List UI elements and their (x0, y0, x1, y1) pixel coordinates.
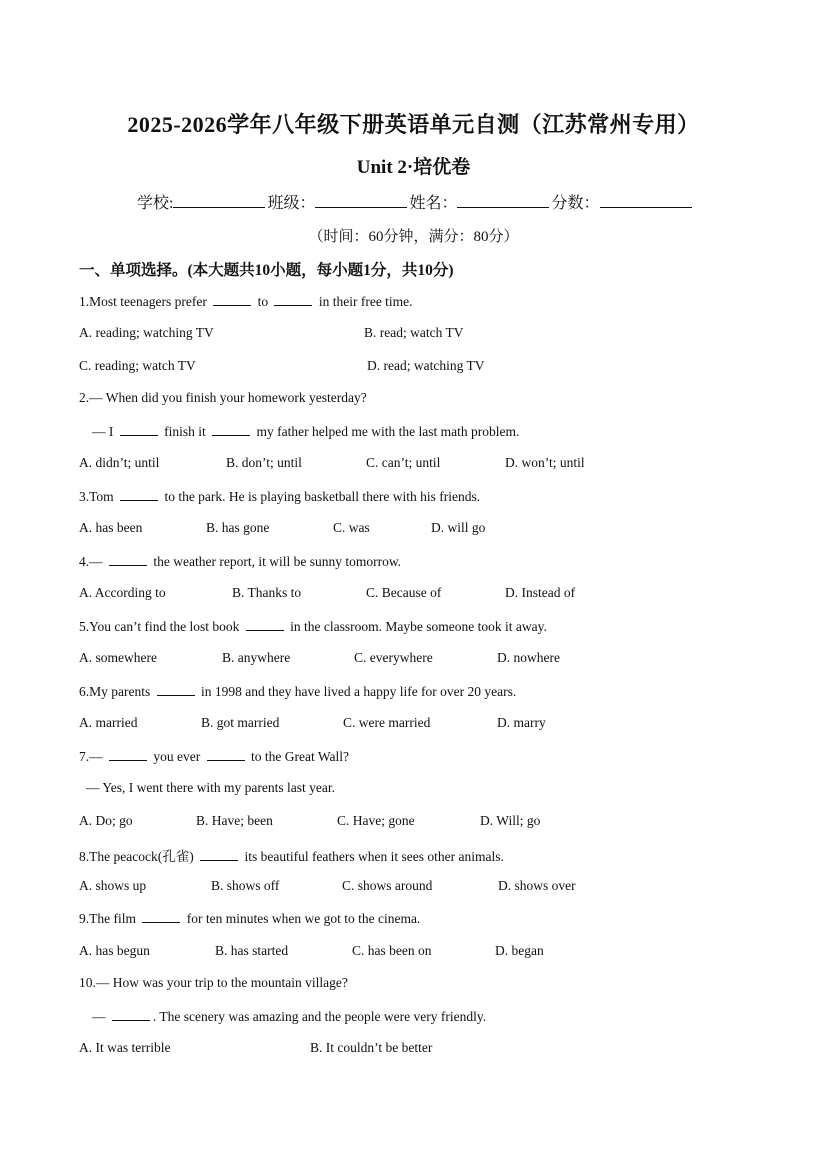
question-10-option-a[interactable]: A. It was terrible (79, 1040, 171, 1055)
question-6-option-c[interactable]: C. were married (343, 715, 431, 730)
school-blank[interactable] (173, 192, 265, 208)
answer-blank[interactable] (120, 488, 158, 501)
answer-blank[interactable] (212, 423, 250, 436)
answer-blank[interactable] (274, 293, 312, 306)
question-6-option-b[interactable]: B. got married (201, 715, 280, 730)
answer-blank[interactable] (112, 1008, 150, 1021)
answer-blank[interactable] (213, 293, 251, 306)
question-2-option-b[interactable]: B. don’t; until (226, 455, 302, 470)
question-8-stem: 8.The peacock(孔雀) its beautiful feathers when it sees other animals. (79, 849, 504, 864)
question-4-option-a[interactable]: A. According to (79, 585, 166, 600)
question-3-option-d[interactable]: D. will go (431, 520, 486, 535)
answer-blank[interactable] (109, 748, 147, 761)
question-3-stem: 3.Tom to the park. He is playing basketball there with his friends. (79, 489, 481, 504)
answer-blank[interactable] (120, 423, 158, 436)
question-5-option-a[interactable]: A. somewhere (79, 650, 157, 665)
time-info: （时间：60分钟，满分：80分） (308, 229, 519, 245)
question-9-option-a[interactable]: A. has begun (79, 943, 150, 958)
question-6-option-a[interactable]: A. married (79, 715, 138, 730)
score-label: 分数： (551, 195, 600, 212)
answer-blank[interactable] (207, 748, 245, 761)
question-2-option-c[interactable]: C. can’t; until (366, 455, 441, 470)
question-1-option-b[interactable]: B. read; watch TV (364, 325, 464, 340)
question-7-option-b[interactable]: B. Have; been (196, 813, 273, 828)
question-9-option-c[interactable]: C. has been on (352, 943, 432, 958)
question-3-option-a[interactable]: A. has been (79, 520, 143, 535)
question-8-option-d[interactable]: D. shows over (498, 878, 576, 893)
answer-blank[interactable] (142, 910, 180, 923)
question-7-reply: — Yes, I went there with my parents last year. (86, 780, 335, 795)
question-4-option-d[interactable]: D. Instead of (505, 585, 576, 600)
score-blank[interactable] (600, 192, 692, 208)
question-3-option-c[interactable]: C. was (333, 520, 370, 535)
question-2-option-a[interactable]: A. didn’t; until (79, 455, 160, 470)
question-6-stem: 6.My parents in 1998 and they have lived a happy life for over 20 years. (79, 684, 517, 699)
name-label: 姓名： (409, 195, 458, 212)
question-8-option-c[interactable]: C. shows around (342, 878, 433, 893)
school-label: 学校: (137, 195, 174, 212)
question-9-option-d[interactable]: D. began (495, 943, 544, 958)
question-7-option-d[interactable]: D. Will; go (480, 813, 541, 828)
question-2-reply: — I finish it my father helped me with the last math problem. (92, 424, 520, 439)
question-7-option-c[interactable]: C. Have; gone (337, 813, 415, 828)
question-2-option-d[interactable]: D. won’t; until (505, 455, 585, 470)
question-10-reply: — . The scenery was amazing and the people were very friendly. (92, 1009, 487, 1024)
question-3-option-b[interactable]: B. has gone (206, 520, 270, 535)
answer-blank[interactable] (109, 553, 147, 566)
section-heading: 一、单项选择。(本大题共10小题，每小题1分，共10分) (79, 262, 454, 279)
question-1-option-d[interactable]: D. read; watching TV (367, 358, 485, 373)
question-5-option-d[interactable]: D. nowhere (497, 650, 560, 665)
answer-blank[interactable] (246, 618, 284, 631)
name-blank[interactable] (457, 192, 549, 208)
student-info-row (137, 190, 694, 213)
question-6-option-d[interactable]: D. marry (497, 715, 546, 730)
question-4-option-b[interactable]: B. Thanks to (232, 585, 302, 600)
page-subtitle: Unit 2·培优卷 (356, 157, 471, 178)
question-5-stem: 5.You can’t find the lost book in the classroom. Maybe someone took it away. (79, 619, 547, 634)
page-title: 2025-2026学年八年级下册英语单元自测（江苏常州专用） (127, 112, 700, 137)
question-10-stem: 10.— How was your trip to the mountain village? (79, 975, 348, 990)
question-1-option-a[interactable]: A. reading; watching TV (79, 325, 214, 340)
question-8-option-a[interactable]: A. shows up (79, 878, 147, 893)
question-1-option-c[interactable]: C. reading; watch TV (79, 358, 196, 373)
question-10-option-b[interactable]: B. It couldn’t be better (310, 1040, 433, 1055)
question-4-option-c[interactable]: C. Because of (366, 585, 442, 600)
question-7-option-a[interactable]: A. Do; go (79, 813, 133, 828)
question-9-stem: 9.The film for ten minutes when we got to the cinema. (79, 911, 421, 926)
question-9-option-b[interactable]: B. has started (215, 943, 289, 958)
answer-blank[interactable] (157, 683, 195, 696)
question-8-option-b[interactable]: B. shows off (211, 878, 280, 893)
question-1-stem: 1.Most teenagers prefer to in their free time. (79, 294, 413, 309)
answer-blank[interactable] (200, 848, 238, 861)
question-4-stem: 4.— the weather report, it will be sunny tomorrow. (79, 554, 402, 569)
class-label: 班级： (267, 195, 316, 212)
question-7-stem: 7.— you ever to the Great Wall? (79, 749, 349, 764)
class-blank[interactable] (315, 192, 407, 208)
question-5-option-c[interactable]: C. everywhere (354, 650, 433, 665)
question-5-option-b[interactable]: B. anywhere (222, 650, 291, 665)
question-2-stem: 2.— When did you finish your homework yesterday? (79, 390, 367, 405)
